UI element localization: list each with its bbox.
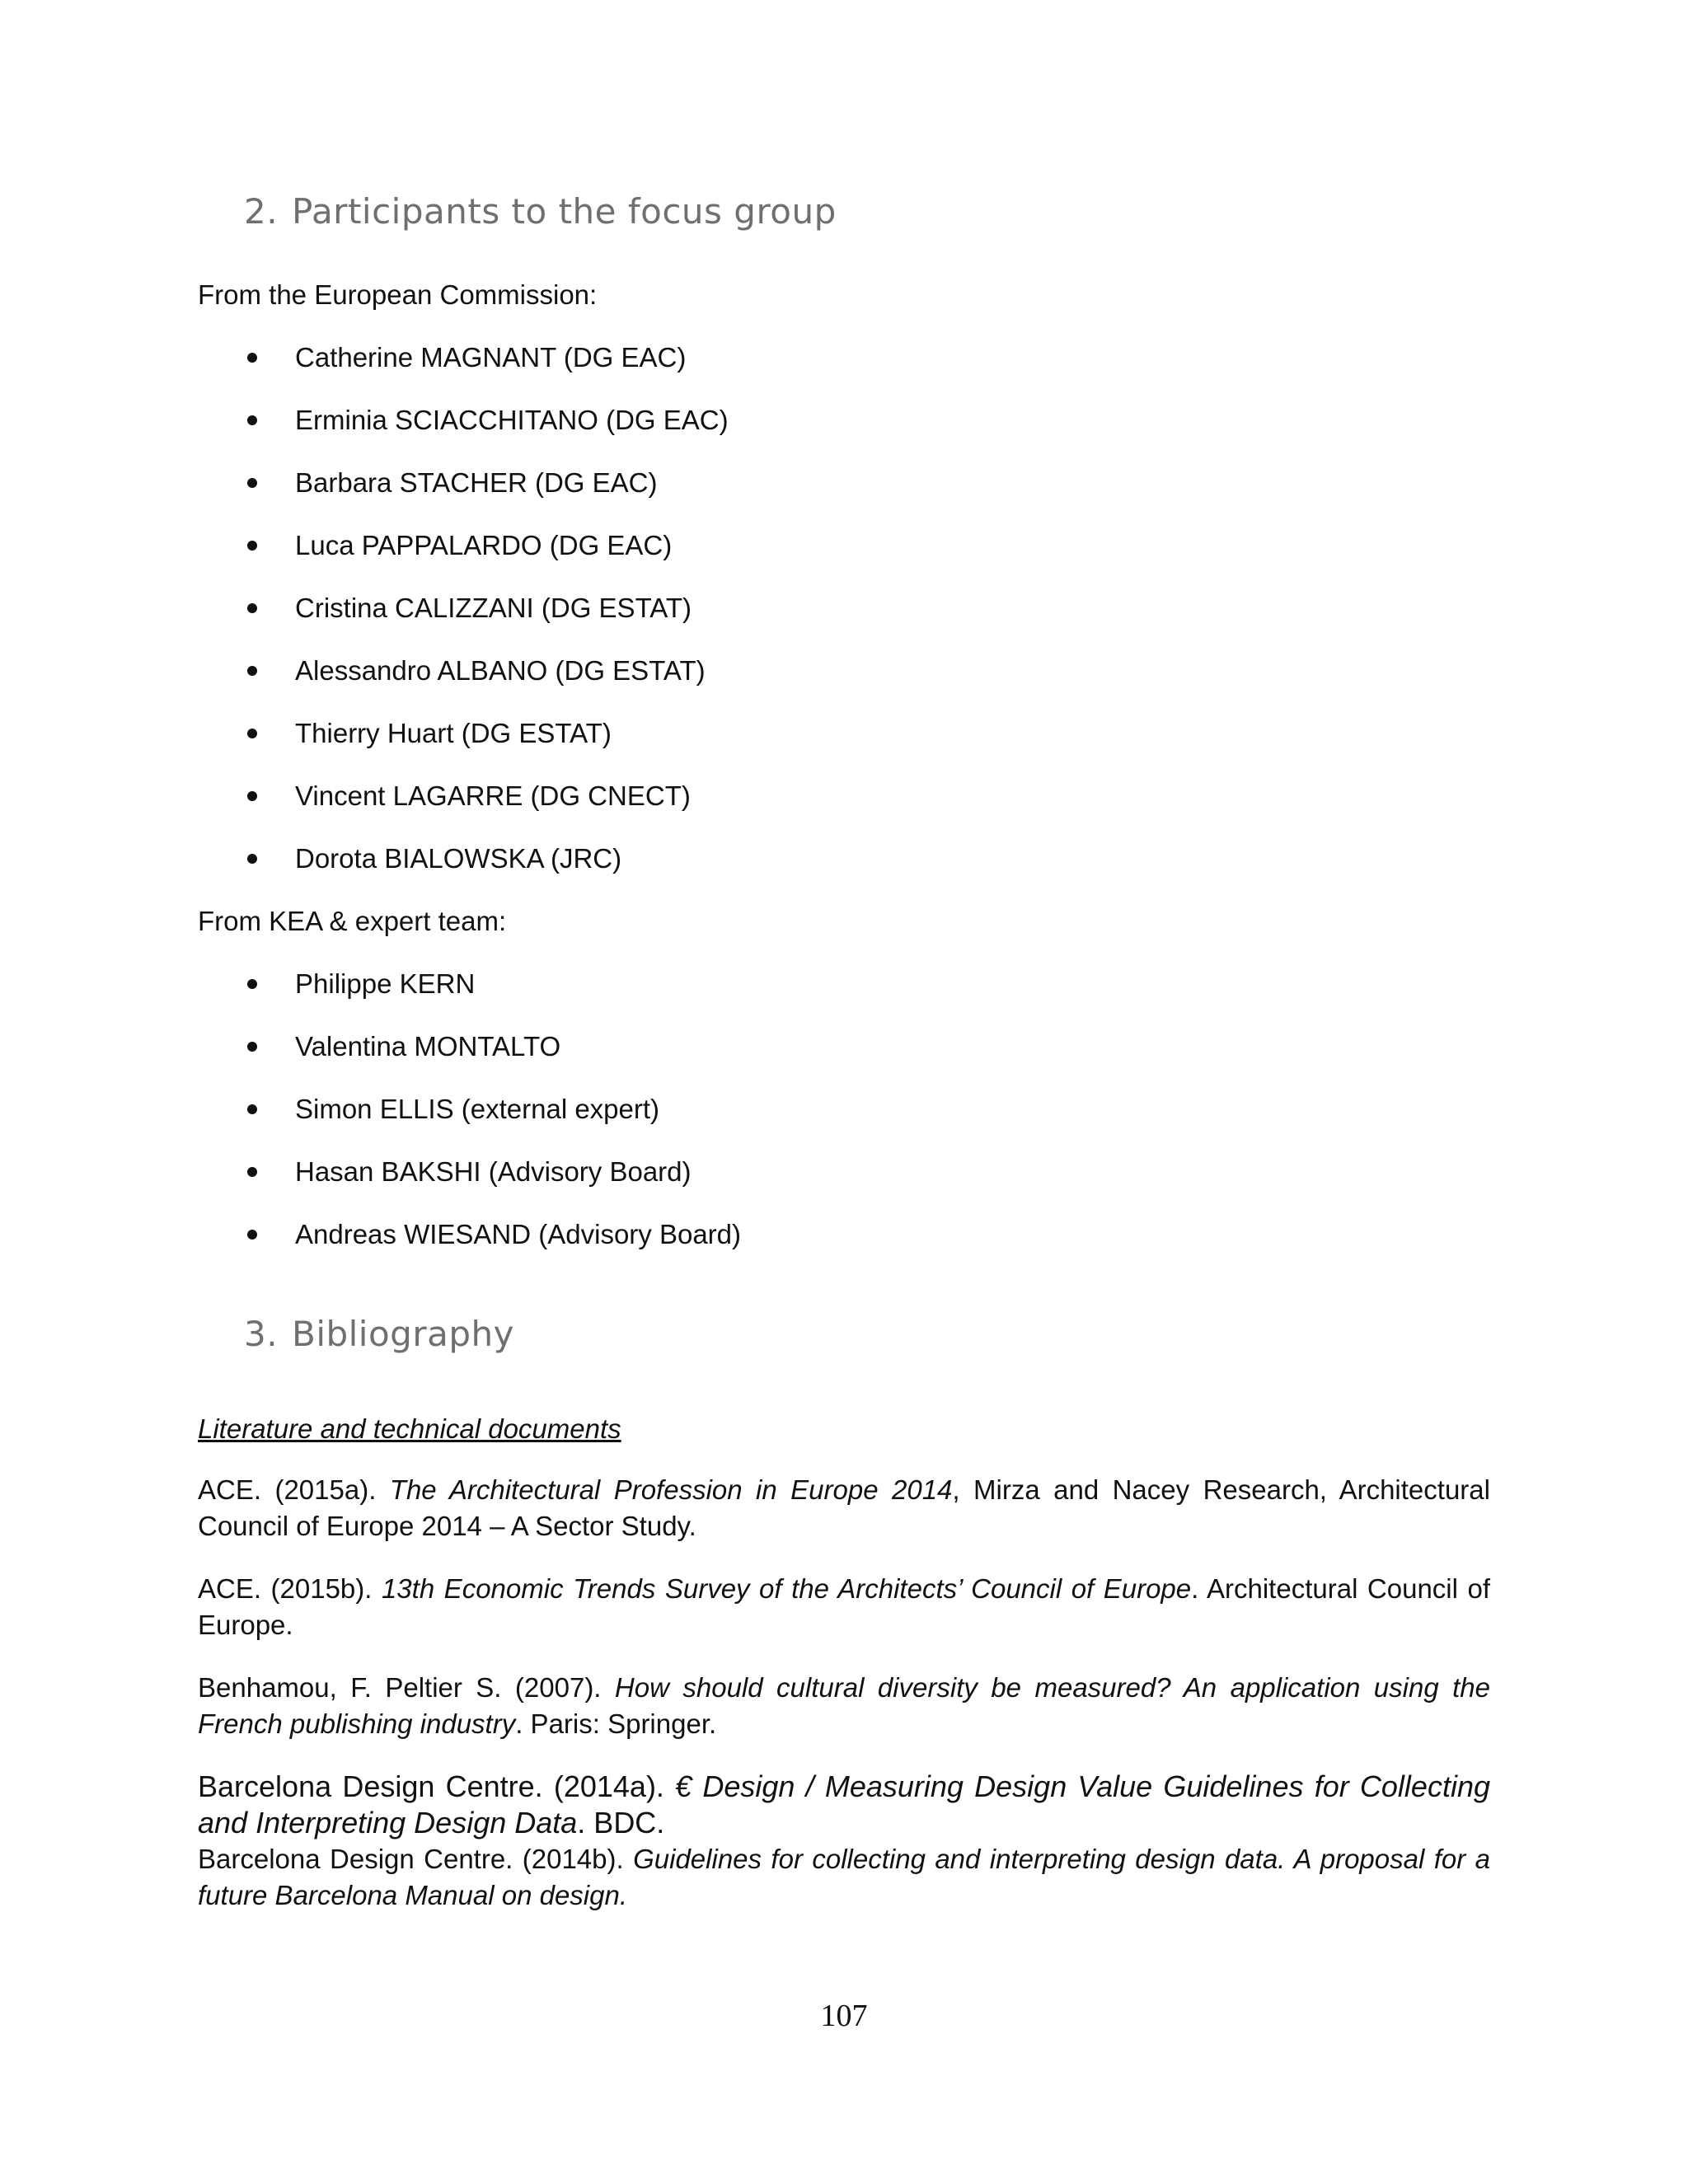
bullet-icon bbox=[247, 1042, 257, 1052]
bullet-icon bbox=[247, 854, 257, 864]
bullet-icon bbox=[247, 729, 257, 738]
kea-intro: From KEA & expert team: bbox=[198, 906, 507, 936]
page-number: 107 bbox=[820, 1999, 868, 2033]
document-page: 2. Participants to the focus group From the European Commission: Catherine MAGNANT (DG EAC) Erminia SCIACCHITANO (DG EAC) Barbara STACHER (DG EAC) Luca PAPPALARDO (DG EAC) Cristina CALIZZANI (DG ESTAT) Alessandro ALBANO (DG ESTAT) Thierry Huart (DG ESTAT) Vincent LAGARRE (DG CNECT) Dorota BIALOWSKA (JRC) From KEA & expert team: Philippe KERN Valentina MONTALTO Simon ELLIS (external expert) Hasan BAKSHI (Advisory Board) Andreas WIESAND (Advisory Board) 3. Bibliography Literature and technical documents ACE. (2015a). The Architectural Profession in Europe 2014, Mirza and Nacey Research, Architectural Council of Europe 2014 – A Sector Study. ACE. (2015b). 13th Economic Trends Survey of the Architects’ Council of Europe. Architectural Council of Europe. Benhamou, F. Peltier S. (2007). How should cultural diversity be measured? An application using the French publishing industry. Paris: Springer. Barcelona Design Centre. (2014a). € Design / Measuring Design Value Guidelines for Collecting and Interpreting Design Data. BDC. Barcelona Design Centre. (2014b). Guidelines for collecting and interpreting design data. A proposal for a future Barcelona Manual on design. 107 bbox=[0, 0, 1688, 2184]
bullet-icon bbox=[247, 1104, 257, 1114]
bullet-icon bbox=[247, 603, 257, 613]
section-heading-participants bbox=[244, 191, 837, 232]
section-number: 2. bbox=[244, 191, 279, 232]
section-heading-bibliography bbox=[244, 1314, 514, 1354]
reference-entry: ACE. (2015a). The Architectural Profession in Europe 2014, Mirza and Nacey Research, Architectural Council of Europe 2014 – A Sector Study. bbox=[198, 1474, 1490, 1541]
reference-entry: ACE. (2015b). 13th Economic Trends Survey of the Architects’ Council of Europe. Architectural Council of Europe. bbox=[198, 1573, 1490, 1640]
section-title: Bibliography bbox=[292, 1314, 514, 1354]
bullet-icon bbox=[247, 478, 257, 488]
reference-entry: Barcelona Design Centre. (2014b). Guidelines for collecting and interpreting design data. A proposal for a future Barcelona Manual on design. bbox=[198, 1844, 1490, 1910]
bullet-icon bbox=[247, 1167, 257, 1177]
bullet-icon bbox=[247, 979, 257, 989]
bullet-icon bbox=[247, 541, 257, 551]
reference-entry: Benhamou, F. Peltier S. (2007). How should cultural diversity be measured? An application using the French publishing industry. Paris: Springer. bbox=[198, 1672, 1491, 1739]
section-title: Participants to the focus group bbox=[292, 191, 837, 232]
commission-intro: From the European Commission: bbox=[198, 279, 598, 310]
bullet-icon bbox=[247, 1230, 257, 1240]
bullet-icon bbox=[247, 353, 257, 363]
bullet-icon bbox=[247, 666, 257, 676]
bullet-icon bbox=[247, 415, 257, 425]
bullet-icon bbox=[247, 791, 257, 801]
literature-heading: Literature and technical documents bbox=[198, 1413, 621, 1444]
section-number: 3. bbox=[244, 1314, 279, 1354]
reference-entry: Barcelona Design Centre. (2014a). € Design / Measuring Design Value Guidelines for Collecting and Interpreting Design Data. BDC. bbox=[198, 1769, 1490, 1840]
